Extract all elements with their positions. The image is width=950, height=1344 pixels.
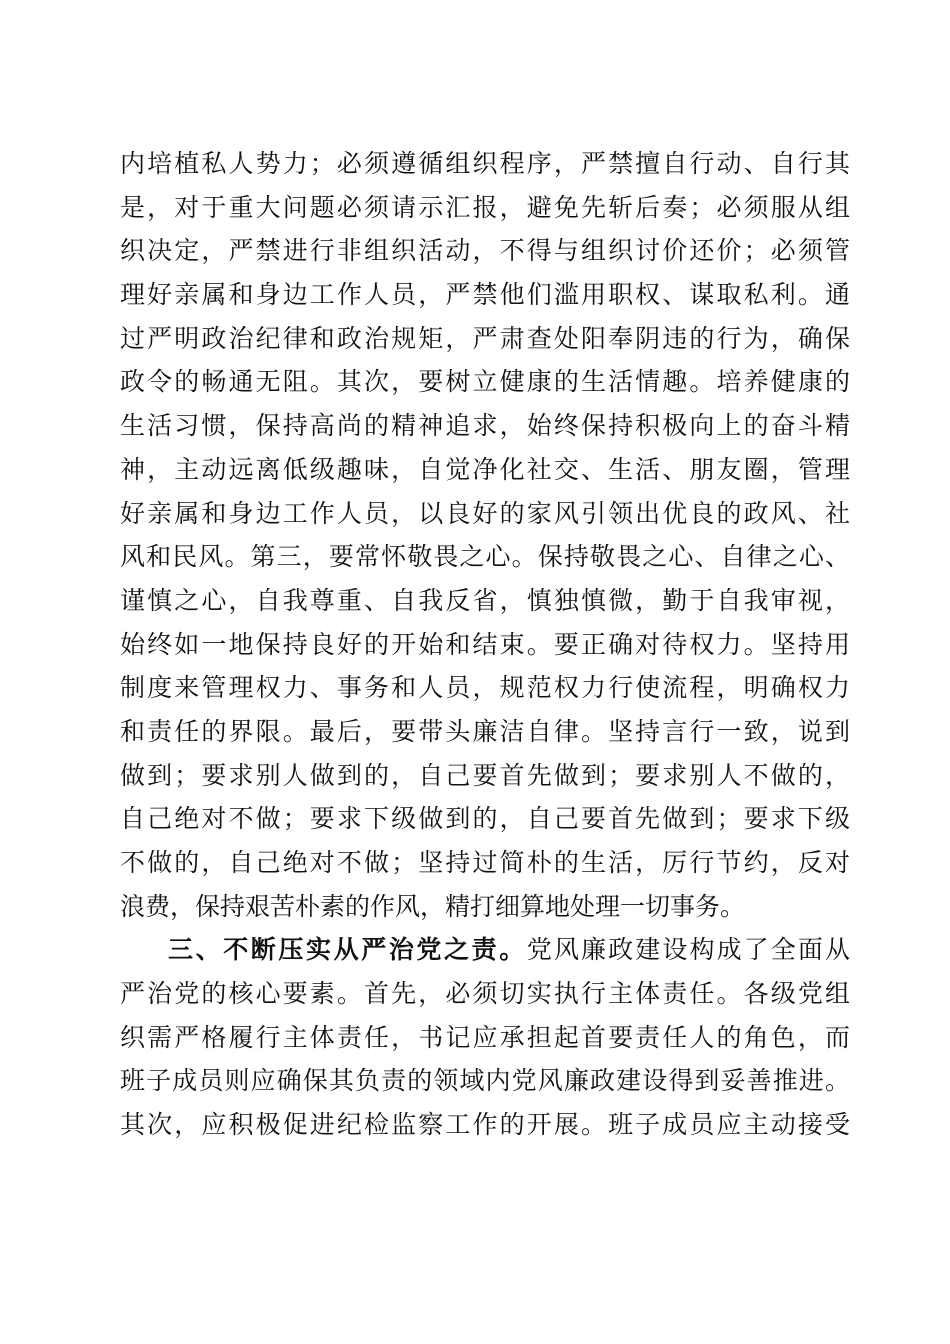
text-run: 党风廉政建设构成了全面从 bbox=[526, 935, 850, 965]
text-line: 是，对于重大问题必须请示汇报，避免先斩后奏；必须服从组 bbox=[120, 192, 850, 222]
text-line: 政令的畅通无阻。其次，要树立健康的生活情趣。培养健康的 bbox=[120, 367, 850, 397]
paragraph-2 bbox=[120, 928, 850, 1146]
text-line: 制度来管理权力、事务和人员，规范权力行使流程，明确权力 bbox=[120, 673, 850, 703]
text-line: 不做的，自己绝对不做；坚持过简朴的生活，厉行节约，反对 bbox=[120, 848, 850, 877]
paragraph-first-line bbox=[120, 928, 850, 972]
text-line: 好亲属和身边工作人员，以良好的家风引领出优良的政风、社 bbox=[120, 498, 850, 528]
text-line: 谨慎之心，自我尊重、自我反省，慎独慎微，勤于自我审视， bbox=[120, 585, 850, 615]
text-line: 织决定，严禁进行非组织活动，不得与组织讨价还价；必须管 bbox=[120, 236, 850, 266]
text-line: 理好亲属和身边工作人员，严禁他们滥用职权、谋取私利。通 bbox=[120, 280, 850, 310]
text-line: 其次，应积极促进纪检监察工作的开展。班子成员应主动接受 bbox=[120, 1110, 850, 1140]
text-line: 做到；要求别人做到的，自己要首先做到；要求别人不做的， bbox=[120, 760, 850, 790]
text-line: 自己绝对不做；要求下级做到的，自己要首先做到；要求下级 bbox=[120, 804, 850, 834]
text-line: 内培植私人势力；必须遵循组织程序，严禁擅自行动、自行其 bbox=[120, 149, 850, 178]
text-line: 严治党的核心要素。首先，必须切实执行主体责任。各级党组 bbox=[120, 979, 850, 1009]
section-heading: 三、不断压实从严治党之责。 bbox=[168, 935, 527, 965]
text-line: 生活习惯，保持高尚的精神追求，始终保持积极向上的奋斗精 bbox=[120, 411, 850, 441]
text-line: 过严明政治纪律和政治规矩，严肃查处阳奉阴违的行为，确保 bbox=[120, 323, 850, 353]
text-line: 和责任的界限。最后，要带头廉洁自律。坚持言行一致，说到 bbox=[120, 716, 850, 746]
text-line: 神，主动远离低级趣味，自觉净化社交、生活、朋友圈，管理 bbox=[120, 454, 850, 484]
text-line: 风和民风。第三，要常怀敬畏之心。保持敬畏之心、自律之心、 bbox=[120, 542, 850, 572]
text-line: 班子成员则应确保其负责的领域内党风廉政建设得到妥善推进。 bbox=[120, 1066, 850, 1096]
text-line: 织需严格履行主体责任，书记应承担起首要责任人的角色，而 bbox=[120, 1022, 850, 1052]
text-line: 浪费，保持艰苦朴素的作风，精打细算地处理一切事务。 bbox=[120, 891, 746, 921]
paragraph-1 bbox=[120, 142, 850, 928]
text-line: 始终如一地保持良好的开始和结束。要正确对待权力。坚持用 bbox=[120, 629, 850, 659]
document-body bbox=[120, 142, 850, 1147]
